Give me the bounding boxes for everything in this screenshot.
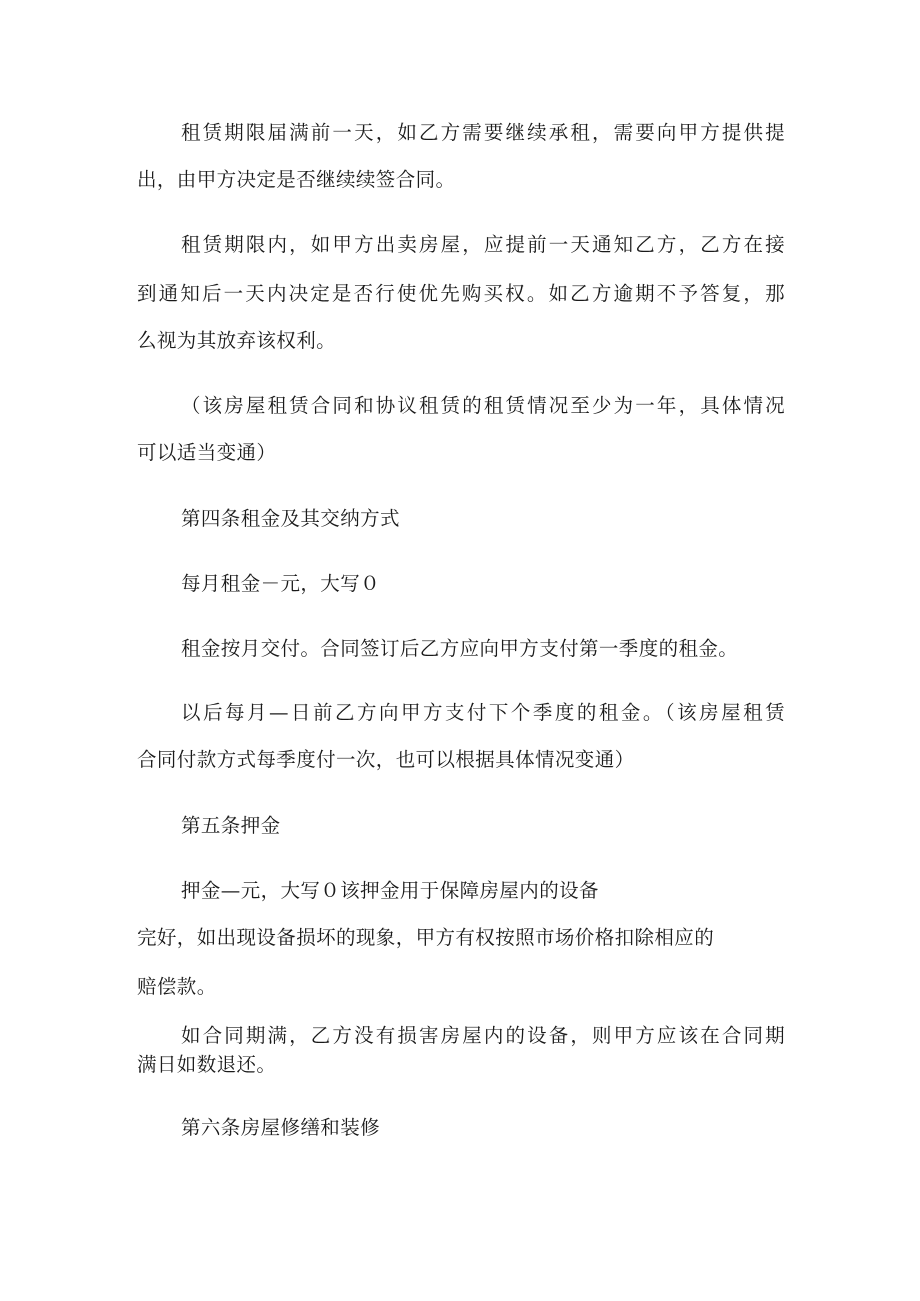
section-heading: 第四条租金及其交纳方式	[181, 507, 400, 530]
paragraph-line: 租赁期限届满前一天，如乙方需要继续承租，需要向甲方提供提	[181, 121, 785, 144]
paragraph-line: 押金—元，大写０该押金用于保障房屋内的设备	[181, 879, 599, 902]
paragraph-line: 每月租金－元，大写０	[181, 572, 381, 595]
paragraph-line: 以后每月—日前乙方向甲方支付下个季度的租金。（该房屋租赁	[181, 701, 785, 724]
section-heading: 第六条房屋修缮和装修	[181, 1116, 381, 1139]
section-heading: 第五条押金	[181, 814, 281, 837]
paragraph-line: 么视为其放弃该权利。	[137, 329, 337, 352]
paragraph-line: 如合同期满，乙方没有损害房屋内的设备，则甲方应该在合同期	[181, 1024, 785, 1047]
paragraph-line: 租金按月交付。合同签订后乙方应向甲方支付第一季度的租金。	[181, 637, 739, 660]
paragraph-line: 赔偿款。	[137, 975, 217, 998]
paragraph-line: 可以适当变通）	[137, 441, 277, 464]
paragraph-line: 完好，如出现设备损坏的现象，甲方有权按照市场价格扣除相应的	[137, 926, 715, 949]
paragraph-line: 出，由甲方决定是否继续续签合同。	[137, 168, 456, 191]
paragraph-line: 合同付款方式每季度付一次，也可以根据具体情况变通）	[137, 748, 635, 771]
paragraph-line: 到通知后一天内决定是否行使优先购买权。如乙方逾期不予答复，那	[137, 282, 785, 305]
paragraph-line: （该房屋租赁合同和协议租赁的租赁情况至少为一年，具体情况	[181, 394, 785, 417]
paragraph-line: 满日如数退还。	[137, 1053, 277, 1076]
paragraph-line: 租赁期限内，如甲方出卖房屋，应提前一天通知乙方，乙方在接	[181, 233, 785, 256]
